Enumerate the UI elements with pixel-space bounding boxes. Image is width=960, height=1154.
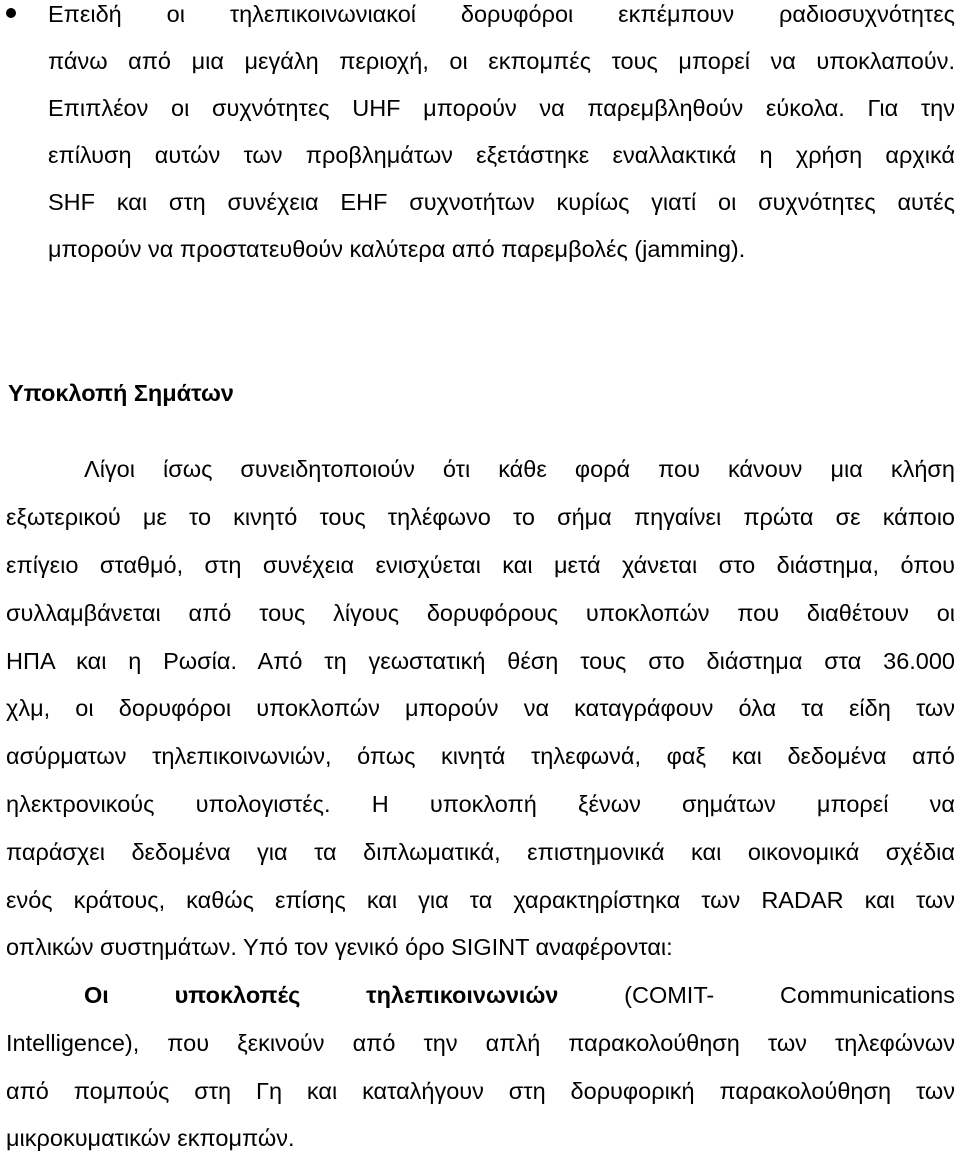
comint-first-line bbox=[84, 981, 955, 1009]
paragraph-line: από πομπούς στη Γη και καταλήγουν στη δορυφορική παρακολούθηση των bbox=[6, 1078, 955, 1104]
paragraph-line: συλλαμβάνεται από τους λίγους δορυφόρους υποκλοπών που διαθέτουν οι bbox=[6, 600, 955, 626]
paragraph-line: παράσχει δεδομένα για τα διπλωματικά, επιστημονικά και οικονομικά σχέδια bbox=[6, 839, 955, 865]
paragraph-line: Λίγοι ίσως συνειδητοποιούν ότι κάθε φορά που κάνουν μια κλήση bbox=[84, 456, 955, 482]
paragraph-line: ενός κράτους, καθώς επίσης και για τα χαρακτηρίστηκα των RADAR και των bbox=[6, 887, 955, 913]
text-line: Επειδή οι τηλεπικοινωνιακοί δορυφόροι εκπέμπουν ραδιοσυχνότητες bbox=[48, 1, 955, 27]
section-heading: Υποκλοπή Σημάτων bbox=[8, 380, 234, 406]
bold-lead: Οι υποκλοπές τηλεπικοινωνιών bbox=[84, 982, 559, 1008]
paragraph-line: οπλικών συστημάτων. Υπό τον γενικό όρο SIGINT αναφέρονται: bbox=[6, 934, 673, 960]
bullet-line-3: Επιπλέον οι συχνότητες UHF μπορούν να παρεμβληθούν εύκολα. Για την bbox=[48, 95, 955, 121]
bullet-line-5: SHF και στη συνέχεια EHF συχνοτήτων κυρίως γιατί οι συχνότητες αυτές bbox=[48, 189, 955, 215]
bullet-icon bbox=[6, 8, 16, 18]
bullet-line-2: πάνω από μια μεγάλη περιοχή, οι εκπομπές τους μπορεί να υποκλαπούν. bbox=[48, 48, 955, 74]
paragraph-line: μικροκυματικών εκπομπών. bbox=[6, 1125, 295, 1151]
bullet-line-1 bbox=[0, 0, 955, 28]
paragraph-line: εξωτερικού με το κινητό τους τηλέφωνο το σήμα πηγαίνει πρώτα σε κάποιο bbox=[6, 504, 955, 530]
paragraph-line: ΗΠΑ και η Ρωσία. Από τη γεωστατική θέση τους στο διάστημα στα 36.000 bbox=[6, 648, 955, 674]
first-line-rest: (COMIT- Communications bbox=[624, 982, 956, 1008]
bullet-line-4: επίλυση αυτών των προβλημάτων εξετάστηκε εναλλακτικά η χρήση αρχικά bbox=[48, 142, 955, 168]
paragraph-line: επίγειο σταθμό, στη συνέχεια ενισχύεται και μετά χάνεται στο διάστημα, όπου bbox=[6, 552, 955, 578]
bullet-line-6: μπορούν να προστατευθούν καλύτερα από παρεμβολές (jamming). bbox=[48, 236, 746, 262]
paragraph-line: ασύρματων τηλεπικοινωνιών, όπως κινητά τηλεφωνά, φαξ και δεδομένα από bbox=[6, 743, 955, 769]
paragraph-line: χλμ, οι δορυφόροι υποκλοπών μπορούν να καταγράφουν όλα τα είδη των bbox=[6, 695, 955, 721]
paragraph-line: Intelligence), που ξεκινούν από την απλή παρακολούθηση των τηλεφώνων bbox=[6, 1030, 955, 1056]
paragraph-line: ηλεκτρονικούς υπολογιστές. Η υποκλοπή ξένων σημάτων μπορεί να bbox=[6, 791, 955, 817]
